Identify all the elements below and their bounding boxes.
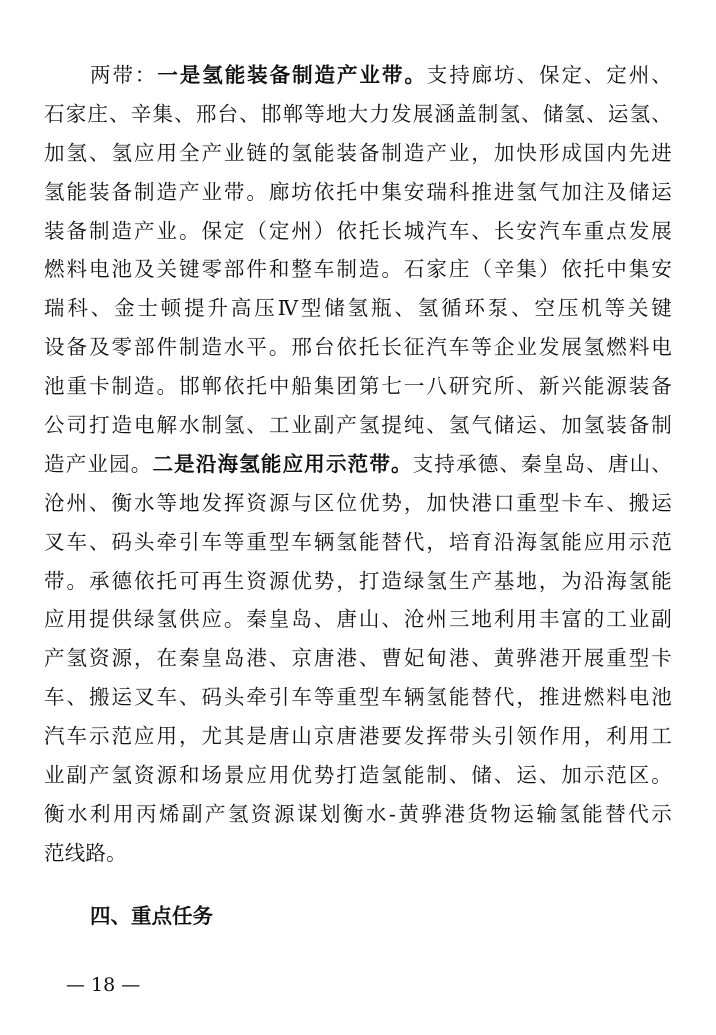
body-paragraph bbox=[44, 56, 672, 873]
text-line: 公司打造电解水制氢、工业副产氢提纯、氢气储运、加氢装备制 bbox=[44, 413, 672, 438]
text-line bbox=[44, 445, 672, 484]
text-line: 范线路。 bbox=[44, 840, 127, 865]
bold-phrase-industry-belt: 一是氢能装备制造产业带。 bbox=[157, 63, 427, 87]
text-segment: 两带： bbox=[90, 63, 158, 87]
text-line: 业副产氢资源和场景应用优势打造氢能制、储、运、加示范区。 bbox=[44, 763, 672, 788]
text-line: 沧州、衡水等地发挥资源与区位优势，加快港口重型卡车、搬运 bbox=[44, 490, 672, 515]
text-line: 车、搬运叉车、码头牵引车等重型车辆氢能替代，推进燃料电池 bbox=[44, 685, 672, 710]
text-line: 衡水利用丙烯副产氢资源谋划衡水-黄骅港货物运输氢能替代示 bbox=[44, 801, 672, 826]
text-segment: 造产业园。 bbox=[44, 451, 153, 476]
text-line: 瑞科、金士顿提升高压Ⅳ型储氢瓶、氢循环泵、空压机等关键 bbox=[44, 296, 672, 321]
section-heading: 四、重点任务 bbox=[90, 904, 213, 928]
text-line: 应用提供绿氢供应。秦皇岛、唐山、沧州三地利用丰富的工业副 bbox=[44, 607, 672, 632]
text-line: 带。承德依托可再生资源优势，打造绿氢生产基地，为沿海氢能 bbox=[44, 568, 672, 593]
page-number: — 18 — bbox=[66, 974, 141, 996]
text-line: 汽车示范应用，尤其是唐山京唐港要发挥带头引领作用，利用工 bbox=[44, 724, 672, 749]
text-line: 氢能装备制造产业带。廊坊依托中集安瑞科推进氢气加注及储运 bbox=[44, 179, 672, 204]
text-segment: 支持廊坊、保定、定州、 bbox=[426, 63, 672, 87]
text-line: 产氢资源，在秦皇岛港、京唐港、曹妃甸港、黄骅港开展重型卡 bbox=[44, 646, 672, 671]
text-line: 石家庄、辛集、邢台、邯郸等地大力发展涵盖制氢、储氢、运氢、 bbox=[44, 101, 672, 126]
text-segment: 支持承德、秦皇岛、唐山、 bbox=[412, 451, 672, 476]
text-line: 叉车、码头牵引车等重型车辆氢能替代，培育沿海氢能应用示范 bbox=[44, 529, 672, 554]
text-line bbox=[44, 56, 672, 95]
bold-phrase-coastal-belt: 二是沿海氢能应用示范带。 bbox=[152, 451, 413, 476]
text-line: 设备及零部件制造水平。邢台依托长征汽车等企业发展氢燃料电 bbox=[44, 335, 672, 360]
text-line: 加氢、氢应用全产业链的氢能装备制造产业，加快形成国内先进 bbox=[44, 140, 672, 165]
text-line: 池重卡制造。邯郸依托中船集团第七一八研究所、新兴能源装备 bbox=[44, 374, 672, 399]
text-line: 装备制造产业。保定（定州）依托长城汽车、长安汽车重点发展 bbox=[44, 218, 672, 243]
text-line: 燃料电池及关键零部件和整车制造。石家庄（辛集）依托中集安 bbox=[44, 257, 672, 282]
